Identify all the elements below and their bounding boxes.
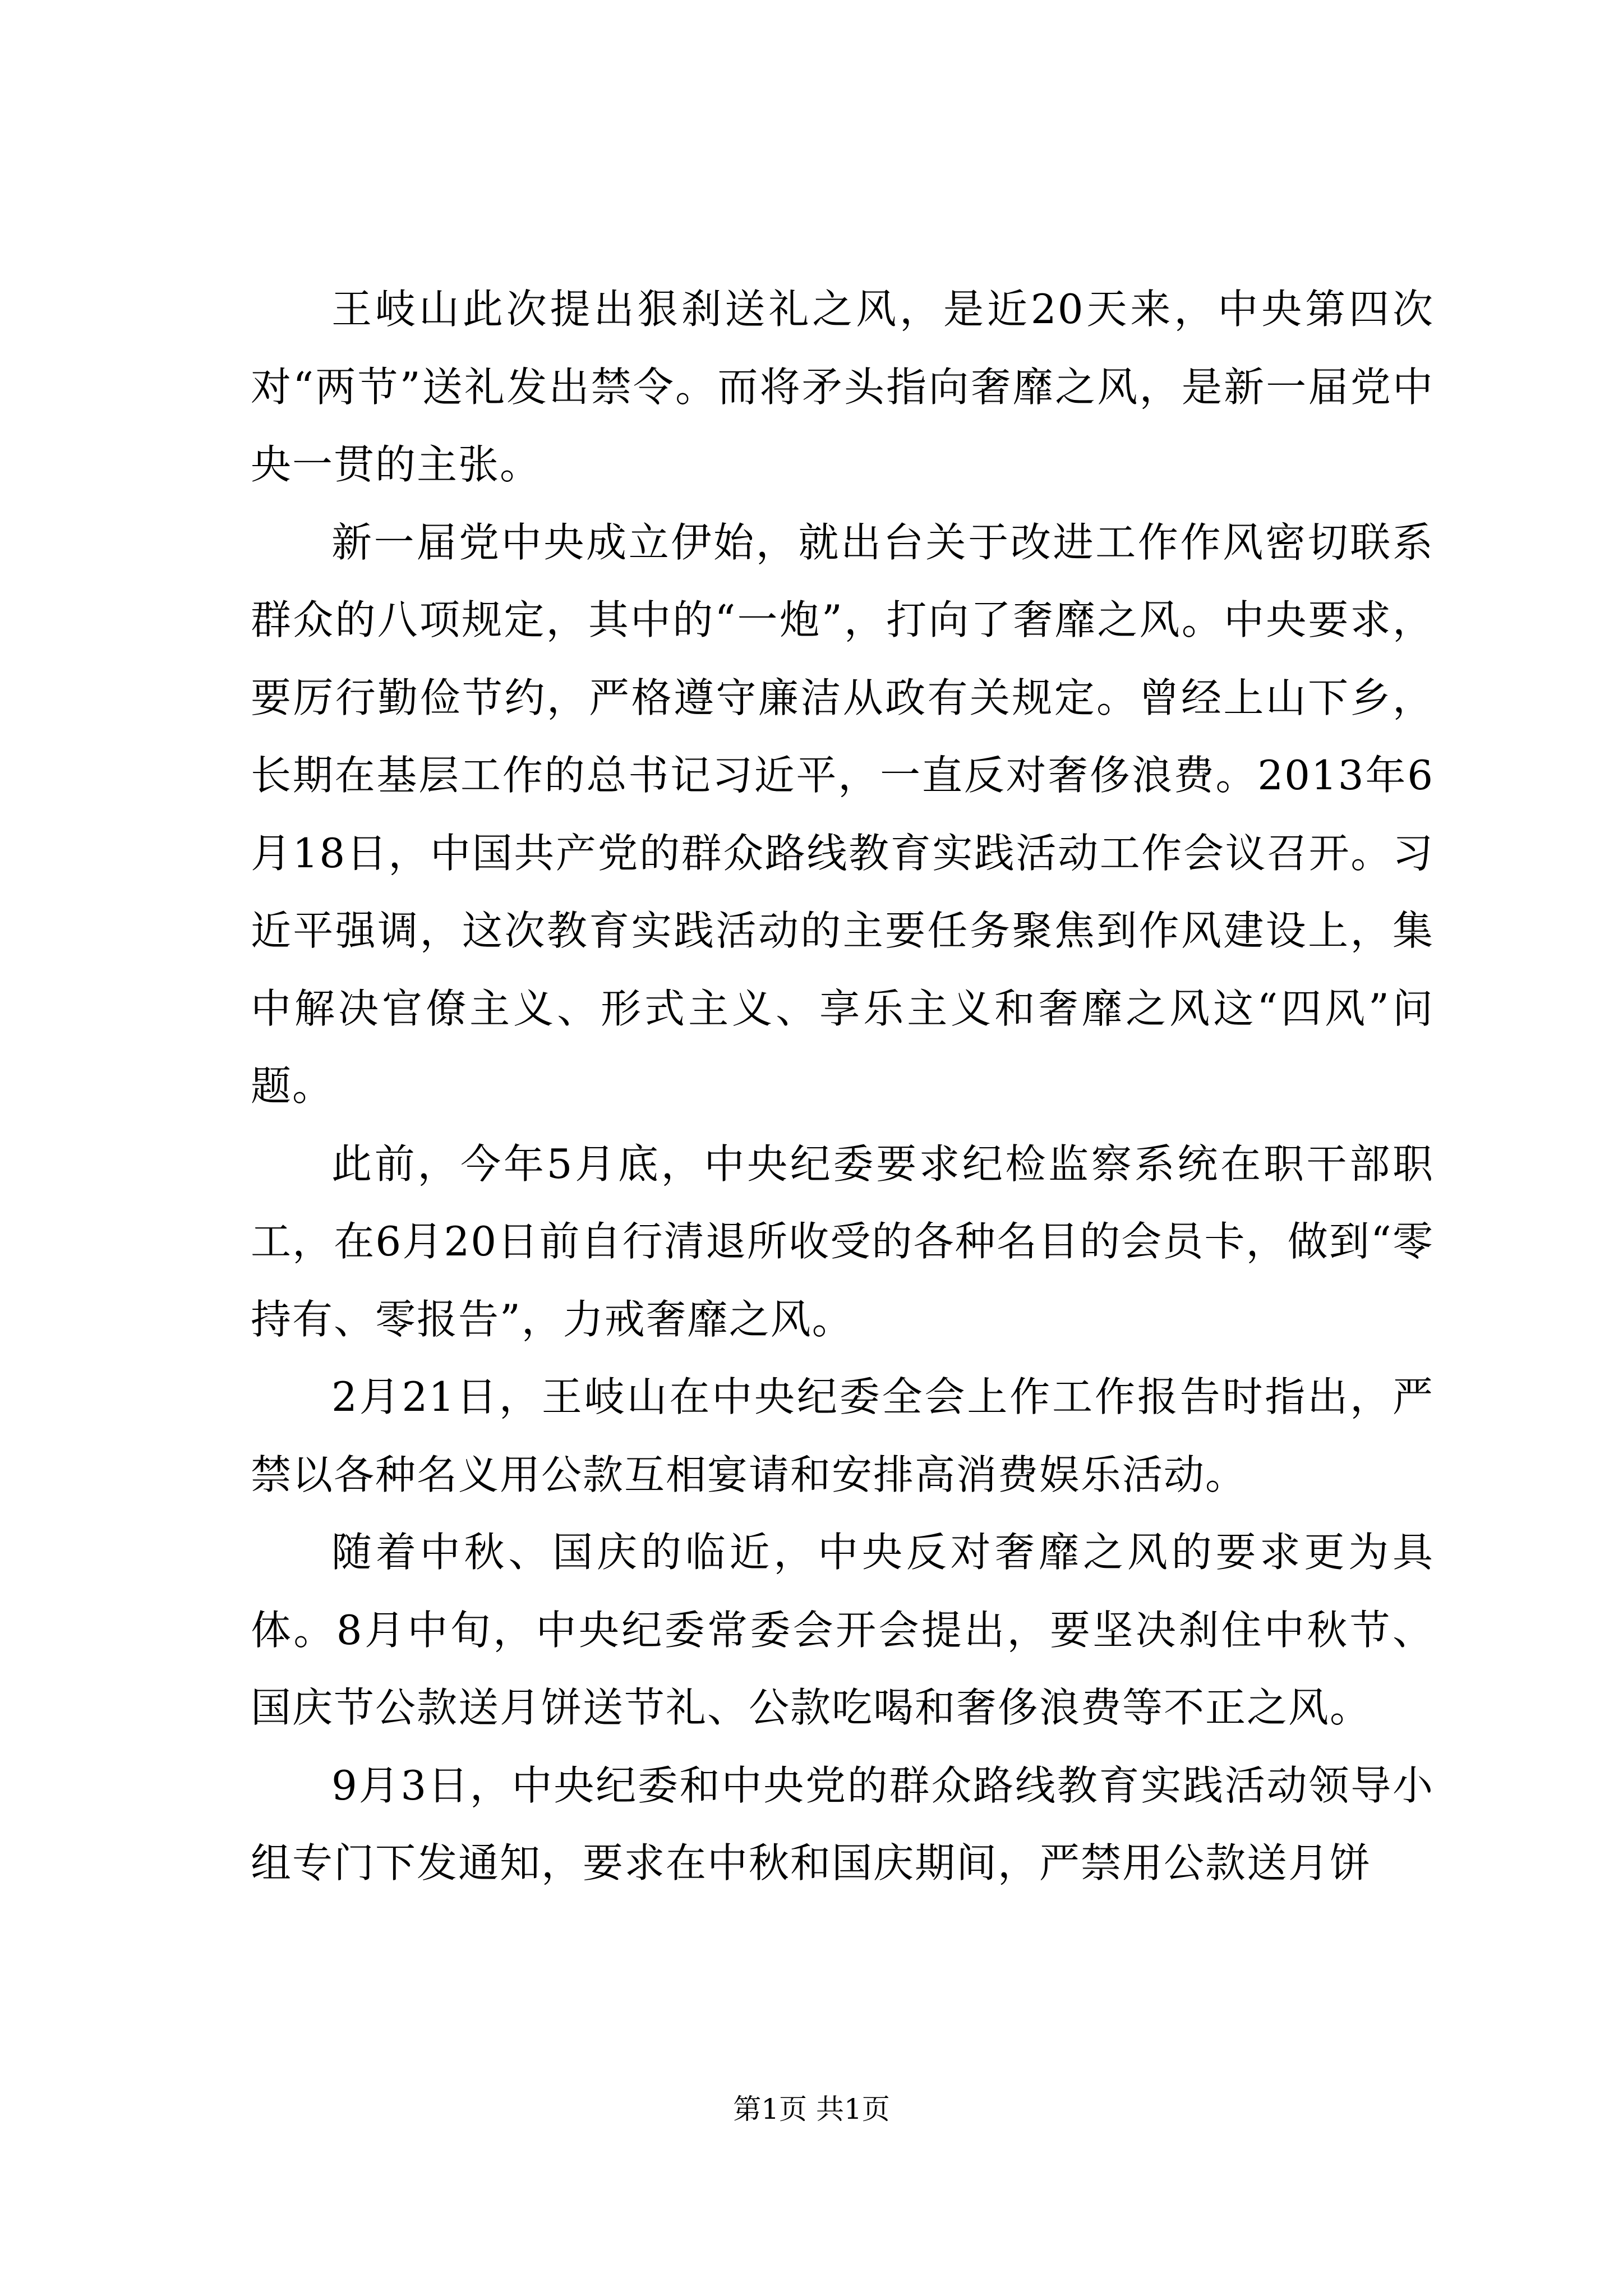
paragraph-6: 9月3日，中央纪委和中央党的群众路线教育实践活动领导小组专门下发通知，要求在中秋和国庆期间，严禁用公款送月饼 bbox=[251, 1761, 1434, 1887]
page-number-label: 第1页 共1页 bbox=[733, 2093, 890, 2125]
paragraph-2: 新一届党中央成立伊始，就出台关于改进工作作风密切联系群众的八项规定，其中的“一炮”，打向了奢靡之风。中央要求，要厉行勤俭节约，严格遵守廉洁从政有关规定。曾经上山下乡，长期在基层工作的总书记习近平，一直反对奢侈浪费。2013年6月18日，中国共产党的群众路线教育实践活动工作会议召开。习近平强调，这次教育实践活动的主要任务聚焦到作风建设上，集中解决官僚主义、形式主义、享乐主义和奢靡之风这“四风”问题。 bbox=[251, 518, 1434, 1110]
page-footer bbox=[0, 2092, 1623, 2126]
paragraph-3: 此前，今年5月底，中央纪委要求纪检监察系统在职干部职工，在6月20日前自行清退所收受的各种名目的会员卡，做到“零持有、零报告”，力戒奢靡之风。 bbox=[251, 1140, 1434, 1343]
paragraph-5: 随着中秋、国庆的临近，中央反对奢靡之风的要求更为具体。8月中旬，中央纪委常委会开会提出，要坚决刹住中秋节、国庆节公款送月饼送节礼、公款吃喝和奢侈浪费等不正之风。 bbox=[251, 1529, 1434, 1731]
document-body bbox=[251, 270, 1434, 1902]
paragraph-4: 2月21日，王岐山在中央纪委全会上作工作报告时指出，严禁以各种名义用公款互相宴请和安排高消费娱乐活动。 bbox=[251, 1373, 1434, 1498]
paragraph-1: 王岐山此次提出狠刹送礼之风，是近20天来，中央第四次对“两节”送礼发出禁令。而将矛头指向奢靡之风，是新一届党中央一贯的主张。 bbox=[251, 286, 1434, 488]
